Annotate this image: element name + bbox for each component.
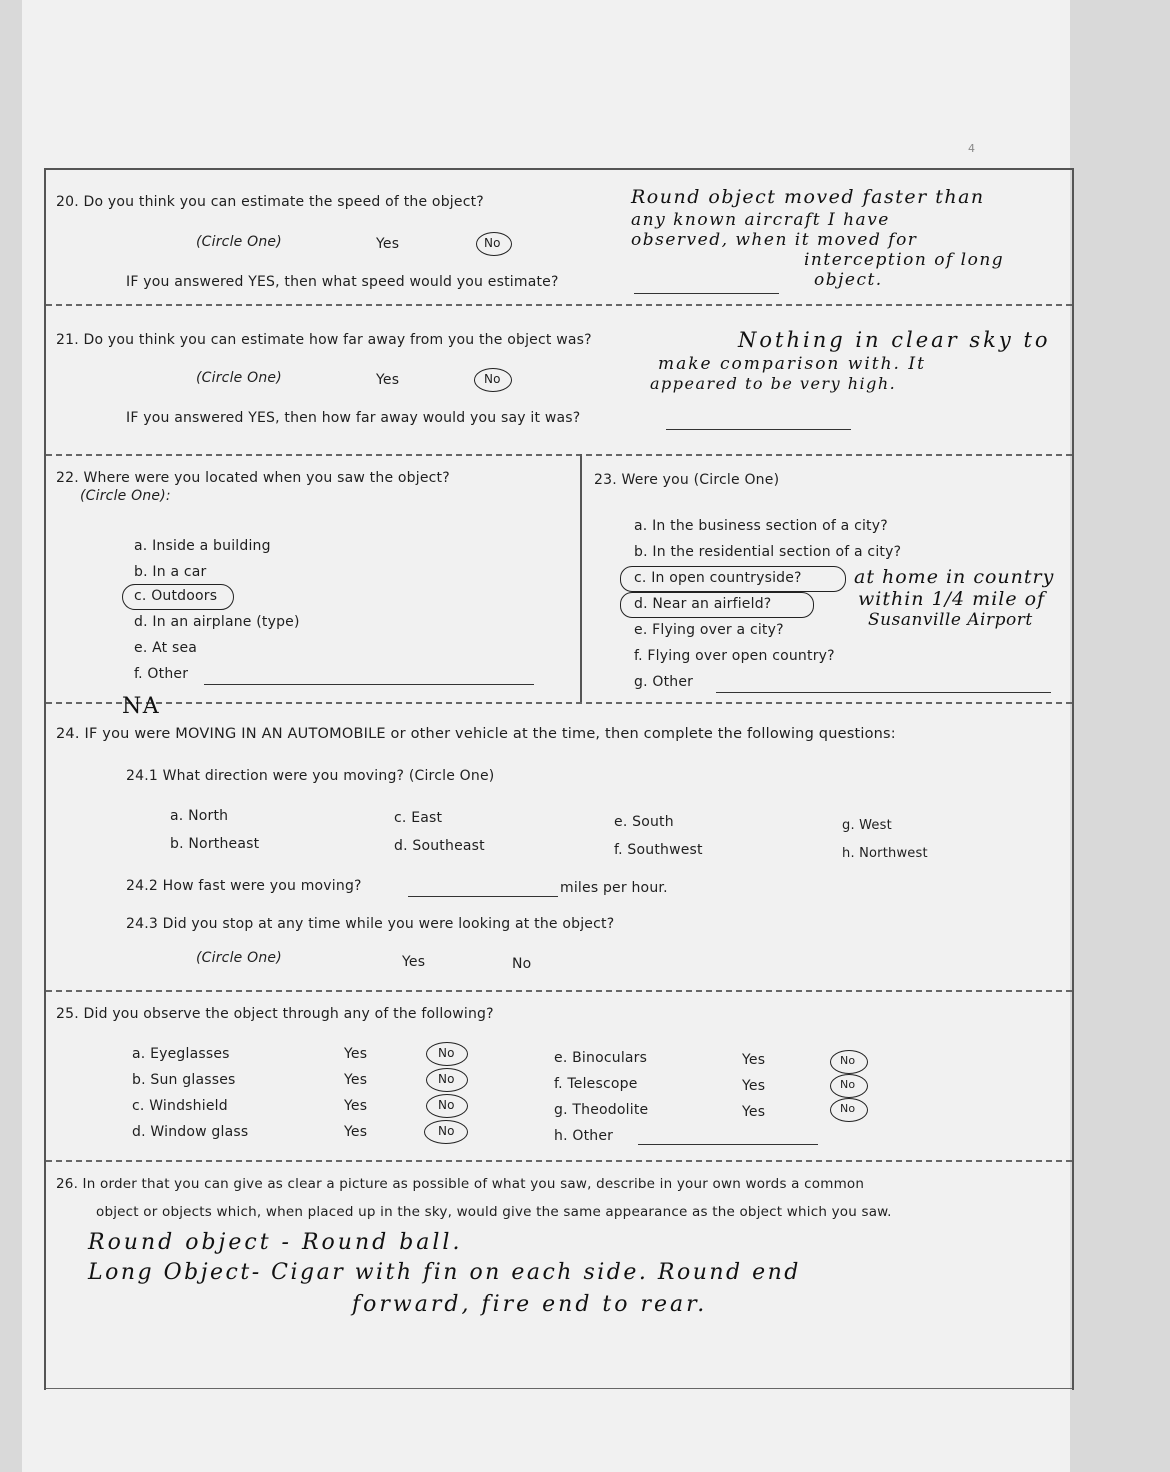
q24-direction-north[interactable]: a. North	[170, 808, 229, 824]
q25-c-yes[interactable]: Yes	[344, 1098, 368, 1114]
q20-speed-line[interactable]	[634, 293, 779, 294]
q22-option-e[interactable]: e. At sea	[134, 640, 198, 656]
q25-option-c[interactable]: c. Windshield	[132, 1098, 228, 1114]
q26-question-line-2: object or objects which, when placed up in the sky, would give the same appearance as the object which you saw.	[96, 1204, 892, 1220]
q24-question: 24. IF you were MOVING IN AN AUTOMOBILE or other vehicle at the time, then complete the following questions:	[56, 726, 896, 742]
q22-option-c[interactable]: c. Outdoors	[134, 588, 218, 604]
q25-option-b[interactable]: b. Sun glasses	[132, 1072, 236, 1088]
q21-handwritten-3: appeared to be very high.	[650, 374, 897, 393]
q24-2-mph-label: miles per hour.	[560, 880, 668, 896]
q24-na-mark: NA	[122, 694, 161, 719]
q25-g-no[interactable]: No	[840, 1102, 856, 1115]
form-bottom-edge	[46, 1388, 1072, 1389]
q26-handwritten-3: forward, fire end to rear.	[352, 1292, 708, 1317]
q25-d-no[interactable]: No	[438, 1124, 455, 1138]
q25-a-yes[interactable]: Yes	[344, 1046, 368, 1062]
q25-a-no[interactable]: No	[438, 1046, 455, 1060]
q22-option-f[interactable]: f. Other	[134, 666, 189, 682]
q23-option-d[interactable]: d. Near an airfield?	[634, 596, 772, 612]
q22-option-c-circle	[122, 584, 234, 610]
q25-c-no-circle	[426, 1094, 468, 1118]
q24-3-question: 24.3 Did you stop at any time while you were looking at the object?	[126, 916, 615, 932]
q24-direction-northwest[interactable]: h. Northwest	[842, 846, 928, 861]
divider-22-23-vertical	[580, 454, 582, 702]
q26-handwritten-1: Round object - Round ball.	[88, 1230, 463, 1255]
q25-g-yes[interactable]: Yes	[742, 1104, 766, 1120]
q25-f-no[interactable]: No	[840, 1078, 856, 1091]
q25-d-no-circle	[424, 1120, 468, 1144]
q23-handwritten-3: Susanville Airport	[868, 610, 1033, 630]
q24-2-question: 24.2 How fast were you moving?	[126, 878, 362, 894]
q24-direction-west[interactable]: g. West	[842, 818, 892, 833]
q25-other-line[interactable]	[638, 1144, 818, 1145]
q25-option-g[interactable]: g. Theodolite	[554, 1102, 649, 1118]
q23-option-f[interactable]: f. Flying over open country?	[634, 648, 835, 664]
q24-direction-east[interactable]: c. East	[394, 810, 443, 826]
q21-no-circle	[474, 368, 512, 392]
divider-23-24	[46, 702, 1072, 704]
q21-distance-line[interactable]	[666, 429, 851, 430]
q23-question: 23. Were you (Circle One)	[594, 472, 780, 488]
q20-yes-option[interactable]: Yes	[376, 236, 400, 252]
q25-e-yes[interactable]: Yes	[742, 1052, 766, 1068]
q20-handwritten-4: interception of long	[804, 250, 1005, 270]
q20-no-circle	[476, 232, 512, 256]
q22-circle-instruction: (Circle One):	[80, 488, 171, 504]
q25-option-a[interactable]: a. Eyeglasses	[132, 1046, 230, 1062]
q20-circle-instruction: (Circle One)	[196, 234, 282, 250]
q25-option-d[interactable]: d. Window glass	[132, 1124, 249, 1140]
q25-f-no-circle	[830, 1074, 868, 1098]
q22-question: 22. Where were you located when you saw the object?	[56, 470, 450, 486]
q24-1-question: 24.1 What direction were you moving? (Circle One)	[126, 768, 495, 784]
q25-b-no-circle	[426, 1068, 468, 1092]
q21-question: 21. Do you think you can estimate how far away from you the object was?	[56, 332, 592, 348]
q22-other-line[interactable]	[204, 684, 534, 685]
q24-direction-northeast[interactable]: b. Northeast	[170, 836, 260, 852]
q21-yes-option[interactable]: Yes	[376, 372, 400, 388]
q24-direction-southwest[interactable]: f. Southwest	[614, 842, 703, 858]
page-number: 4	[968, 142, 975, 155]
divider-20-21	[46, 304, 1072, 306]
q20-handwritten-1: Round object moved faster than	[631, 186, 985, 208]
q23-option-c[interactable]: c. In open countryside?	[634, 570, 802, 586]
q22-option-d[interactable]: d. In an airplane (type)	[134, 614, 300, 630]
q22-option-b[interactable]: b. In a car	[134, 564, 207, 580]
q20-handwritten-3: observed, when it moved for	[631, 230, 918, 250]
q25-g-no-circle	[830, 1098, 868, 1122]
divider-21-22	[46, 454, 1072, 456]
q24-2-speed-line[interactable]	[408, 896, 558, 897]
q23-other-line[interactable]	[716, 692, 1051, 693]
q23-option-g[interactable]: g. Other	[634, 674, 694, 690]
document-page	[22, 0, 1070, 1472]
q20-handwritten-2: any known aircraft I have	[631, 210, 890, 230]
q20-handwritten-5: object.	[814, 270, 883, 290]
questionnaire-form	[44, 168, 1074, 1390]
q25-option-h[interactable]: h. Other	[554, 1128, 614, 1144]
divider-25-26	[46, 1160, 1072, 1162]
q25-f-yes[interactable]: Yes	[742, 1078, 766, 1094]
q23-option-b[interactable]: b. In the residential section of a city?	[634, 544, 902, 560]
q25-d-yes[interactable]: Yes	[344, 1124, 368, 1140]
q25-option-f[interactable]: f. Telescope	[554, 1076, 638, 1092]
divider-24-25	[46, 990, 1072, 992]
q25-option-e[interactable]: e. Binoculars	[554, 1050, 648, 1066]
q23-handwritten-2: within 1/4 mile of	[858, 588, 1046, 610]
q24-3-circle-instruction: (Circle One)	[196, 950, 282, 966]
q23-option-e[interactable]: e. Flying over a city?	[634, 622, 784, 638]
q21-handwritten-1: Nothing in clear sky to	[738, 328, 1051, 352]
q24-3-no-option[interactable]: No	[512, 956, 532, 972]
q25-question: 25. Did you observe the object through any of the following?	[56, 1006, 494, 1022]
q25-e-no-circle	[830, 1050, 868, 1074]
q23-option-c-circle	[620, 566, 846, 592]
q25-b-yes[interactable]: Yes	[344, 1072, 368, 1088]
q20-question: 20. Do you think you can estimate the speed of the object?	[56, 194, 484, 210]
q25-e-no[interactable]: No	[840, 1054, 856, 1067]
q23-handwritten-1: at home in country	[854, 566, 1055, 588]
q20-no-option[interactable]: No	[484, 236, 501, 250]
q21-no-option[interactable]: No	[484, 372, 501, 386]
q26-handwritten-2: Long Object- Cigar with fin on each side. Round end	[88, 1260, 801, 1285]
q25-c-no[interactable]: No	[438, 1098, 455, 1112]
q20-followup: IF you answered YES, then what speed would you estimate?	[126, 274, 559, 290]
q25-a-no-circle	[426, 1042, 468, 1066]
q23-option-a[interactable]: a. In the business section of a city?	[634, 518, 888, 534]
q21-handwritten-2: make comparison with. It	[658, 354, 926, 374]
q22-option-a[interactable]: a. Inside a building	[134, 538, 271, 554]
q24-direction-south[interactable]: e. South	[614, 814, 674, 830]
q21-followup: IF you answered YES, then how far away would you say it was?	[126, 410, 581, 426]
q24-direction-southeast[interactable]: d. Southeast	[394, 838, 485, 854]
q24-3-yes-option[interactable]: Yes	[402, 954, 426, 970]
q21-circle-instruction: (Circle One)	[196, 370, 282, 386]
q26-question-line-1: 26. In order that you can give as clear a picture as possible of what you saw, describe in your own words a common	[56, 1176, 865, 1192]
q23-option-d-circle	[620, 592, 814, 618]
q25-b-no[interactable]: No	[438, 1072, 455, 1086]
